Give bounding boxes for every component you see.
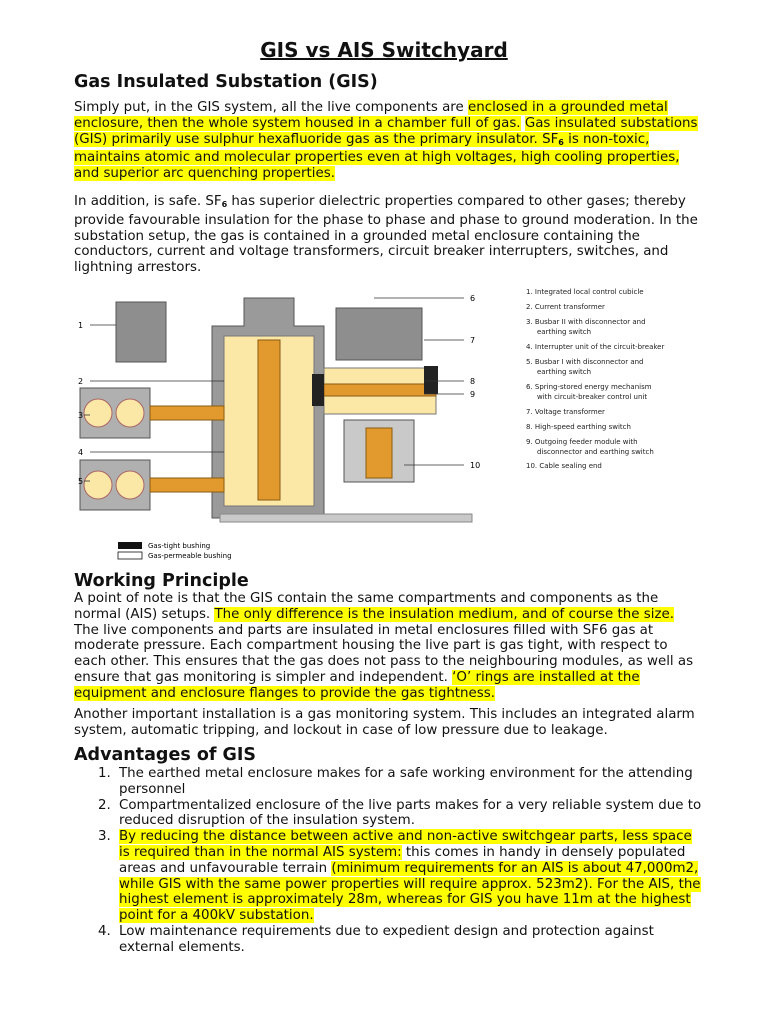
section-heading-gis: Gas Insulated Substation (GIS) <box>74 72 378 92</box>
gis-paragraph-1 <box>74 100 698 182</box>
callout-9: 9 <box>470 390 476 399</box>
list-item-text: Compartmentalized enclosure of the live parts makes for a very reliable system due to reduced disruption of the insulation system. <box>119 797 702 829</box>
callout-1: 1 <box>78 321 84 330</box>
callout-3: 3 <box>78 411 84 420</box>
text-run: Simply put, in the GIS system, all the live components are <box>74 100 469 115</box>
list-item-text: this comes in handy in densely populated areas and unfavourable terrain <box>119 844 686 876</box>
gas-tight-bushing <box>312 374 324 406</box>
key-item: 6. Spring-stored energy mechanism <box>526 383 652 391</box>
subscript: 6 <box>221 200 228 209</box>
list-item-text: Low maintenance requirements due to expedient design and protection against external elements. <box>119 923 654 955</box>
gas-tight-legend-swatch <box>118 542 142 549</box>
busbar-2-conductor <box>84 399 112 427</box>
key-item: 9. Outgoing feeder module with <box>526 438 638 446</box>
list-item <box>74 924 704 956</box>
key-item: 1. Integrated local control cubicle <box>526 288 644 296</box>
list-number: 4. <box>98 923 111 939</box>
connection-conductor <box>150 478 224 492</box>
highlighted-text: ‘O’ rings are installed at the equipment and enclosure flanges to provide the gas tightness. <box>74 669 640 701</box>
key-item: 3. Busbar II with disconnector and <box>526 318 646 326</box>
key-item: 2. Current transformer <box>526 303 605 311</box>
key-item: earthing switch <box>537 368 592 376</box>
list-number: 1. <box>98 766 111 781</box>
callout-10: 10 <box>470 461 481 470</box>
gas-permeable-legend-swatch <box>118 552 142 559</box>
section-heading-advantages: Advantages of GIS <box>74 745 257 765</box>
callout-8: 8 <box>470 377 476 386</box>
highlighted-text: (minimum requirements for an AIS is about 47,000m2, while GIS with the same power properties will require approx. 523m2). For the AIS, the highest element is approximately 28m, whereas for GIS you have 11m at the highest point for a 400kV substation. <box>119 860 701 924</box>
callout-5: 5 <box>78 477 84 486</box>
key-item: 10. Cable sealing end <box>526 462 602 470</box>
highlighted-text: The only difference is the insulation medium, and of course the size. <box>214 606 674 622</box>
list-item <box>74 829 704 924</box>
text-run: A point of note is that the GIS contain the same compartments and components as the normal (AIS) setups. <box>74 591 659 622</box>
gas-tight-bushing <box>424 366 438 394</box>
key-item: with circuit-breaker control unit <box>537 393 648 401</box>
legend-gas-permeable: Gas-permeable bushing <box>148 552 232 560</box>
key-item: 4. Interrupter unit of the circuit-breaker <box>526 343 665 351</box>
list-item <box>74 766 704 798</box>
text-run: In addition, is safe. SF <box>74 194 222 209</box>
key-item: 7. Voltage transformer <box>526 408 605 416</box>
callout-4: 4 <box>78 448 84 457</box>
key-item: disconnector and earthing switch <box>537 448 654 456</box>
text-run: has superior dielectric properties compared to other gases; thereby provide favourable insulation for the phase to phase and phase to ground moderation. In the substation setup, the gas is contained in a grounded metal enclosure containing the conductors, current and voltage transformers, circuit breaker interrupters, switches, and lightning arrestors. <box>74 194 698 276</box>
text-run: Gas insulated substations (GIS) primarily use sulphur hexafluoride gas as the primary insulator. SF <box>74 115 698 147</box>
busbar-1-conductor <box>116 471 144 499</box>
text-run: is non-toxic, maintains atomic and molecular properties even at high voltages, high cooling properties, and superior arc quenching properties. <box>74 131 680 182</box>
callout-6: 6 <box>470 294 476 303</box>
callout-7: 7 <box>470 336 476 345</box>
callout-2: 2 <box>78 377 84 386</box>
legend-gas-tight: Gas-tight bushing <box>148 542 211 550</box>
highlighted-text: enclosed in a grounded metal enclosure, then the whole system housed in a chamber full of gas. <box>74 100 668 131</box>
connection-conductor <box>150 406 224 420</box>
busbar-2-conductor <box>116 399 144 427</box>
highlighted-text: By reducing the distance between active and non-active switchgear parts, less space is required than in the normal AIS system: <box>119 829 692 860</box>
section-heading-working-principle: Working Principle <box>74 571 249 591</box>
cable-conductor <box>366 428 392 478</box>
interrupter-conductor <box>258 340 280 500</box>
spring-mechanism <box>336 308 422 360</box>
document-title: GIS vs AIS Switchyard <box>260 38 508 62</box>
busbar-1-conductor <box>84 471 112 499</box>
key-item: 8. High-speed earthing switch <box>526 423 631 431</box>
subscript: 6 <box>558 137 564 147</box>
local-control-cubicle <box>116 302 166 362</box>
list-item <box>74 798 704 830</box>
list-number: 3. <box>98 829 111 845</box>
key-item: earthing switch <box>537 328 592 336</box>
working-paragraph-2: Another important installation is a gas monitoring system. This includes an integrated alarm system, automatic tripping, and lockout in case of low pressure due to leakage. <box>74 707 695 738</box>
text-run: The live components and parts are insulated in metal enclosures filled with SF6 gas at moderate pressure. Each compartment housing the live part is gas tight, with respect to each other. This ensures that the gas does not pass to the neighbouring modules, as well as ensure that gas monitoring is simpler and independent. <box>74 622 694 685</box>
list-number: 2. <box>98 797 111 813</box>
gis-paragraph-2 <box>74 194 698 276</box>
working-paragraph-1 <box>74 591 698 702</box>
list-item-text: The earthed metal enclosure makes for a safe working environment for the attending personnel <box>119 766 693 797</box>
advantages-list <box>74 766 704 956</box>
gis-bay-diagram <box>74 278 694 568</box>
component-key <box>526 288 664 470</box>
base-frame <box>220 514 472 522</box>
key-item: 5. Busbar I with disconnector and <box>526 358 644 366</box>
feeder-conductor <box>324 384 436 396</box>
